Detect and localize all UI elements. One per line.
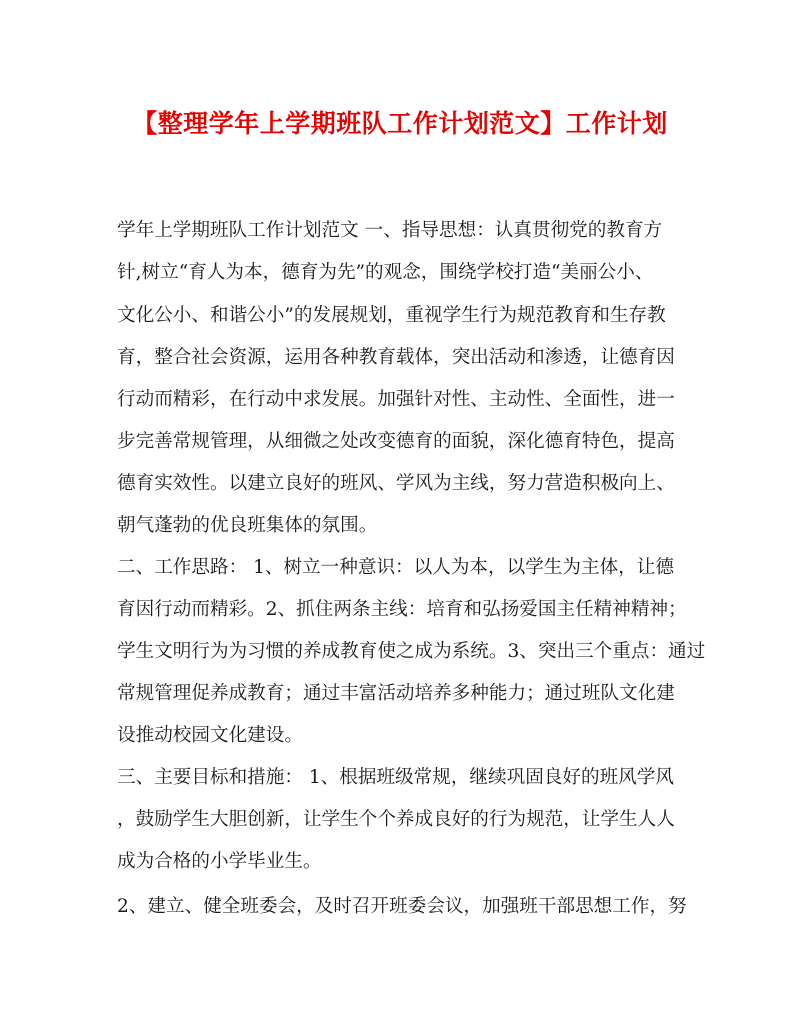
body-line: 德育实效性。以建立良好的班风、学风为主线，努力营造积极向上、 bbox=[117, 473, 675, 494]
body-line: 朝气蓬勃的优良班集体的氛围。 bbox=[117, 515, 378, 536]
body-line: 步完善常规管理，从细微之处改变德育的面貌，深化德育特色，提高 bbox=[117, 431, 675, 452]
body-line: 常规管理促养成教育；通过丰富活动培养多种能力；通过班队文化建 bbox=[117, 683, 675, 704]
document-title: 【整理学年上学期班队工作计划范文】工作计划 bbox=[132, 109, 668, 138]
body-line: 三、主要目标和措施： 1、根据班级常规，继续巩固良好的班风学风 bbox=[117, 767, 674, 788]
body-line: ，鼓励学生大胆创新，让学生个个养成良好的行为规范，让学生人人 bbox=[117, 809, 675, 830]
body-line: 文化公小、和谐公小”的发展规划，重视学生行为规范教育和生存教 bbox=[117, 305, 666, 326]
body-line: 学生文明行为为习惯的养成教育使之成为系统。3、突出三个重点：通过 bbox=[117, 641, 706, 662]
body-line: 行动而精彩，在行动中求发展。加强针对性、主动性、全面性，进一 bbox=[117, 389, 675, 410]
body-line: 2、建立、健全班委会，及时召开班委会议，加强班干部思想工作，努 bbox=[117, 896, 687, 917]
body-line: 二、工作思路： 1、树立一种意识：以人为本，以学生为主体，让德 bbox=[117, 557, 674, 578]
body-line: 成为合格的小学毕业生。 bbox=[117, 851, 322, 872]
body-line: 针,树立“育人为本，德育为先”的观念，围绕学校打造“美丽公小、 bbox=[117, 262, 654, 283]
body-line: 育，整合社会资源，运用各种教育载体，突出活动和渗透，让德育因 bbox=[117, 347, 675, 368]
body-line: 学年上学期班队工作计划范文 一、指导思想：认真贯彻党的教育方 bbox=[117, 220, 663, 241]
body-line: 设推动校园文化建设。 bbox=[117, 725, 303, 746]
body-line: 育因行动而精彩。2、抓住两条主线：培育和弘扬爱国主任精神精神； bbox=[117, 599, 687, 620]
